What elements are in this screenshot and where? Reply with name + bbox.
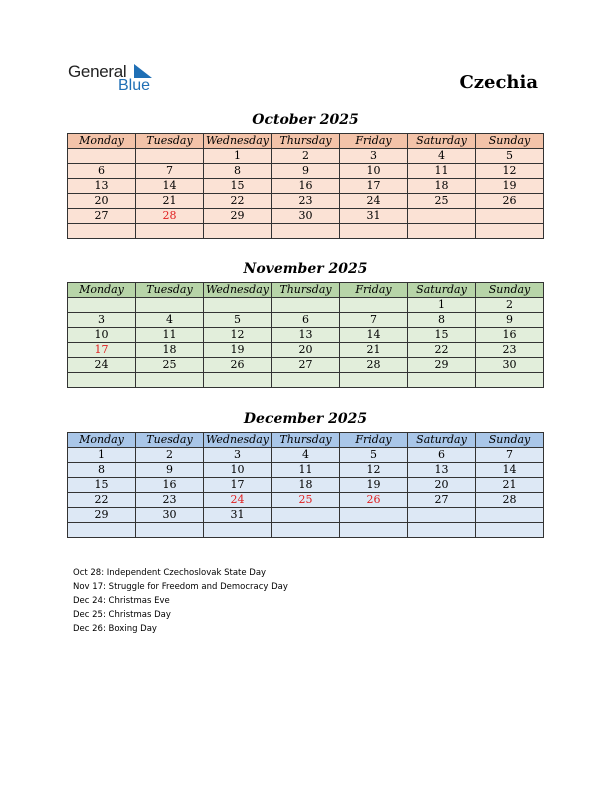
day-cell: 8 [408, 313, 476, 328]
day-cell [408, 523, 476, 538]
calendar-october [67, 133, 544, 239]
day-cell: 2 [136, 448, 204, 463]
holiday-item: Dec 26: Boxing Day [73, 624, 157, 634]
day-cell [272, 373, 340, 388]
day-cell [136, 373, 204, 388]
day-cell [476, 523, 544, 538]
day-cell: 14 [340, 328, 408, 343]
day-cell: 31 [204, 508, 272, 523]
weekday-header: Tuesday [136, 433, 204, 448]
day-cell: 3 [204, 448, 272, 463]
day-cell: 18 [408, 179, 476, 194]
weekday-header: Sunday [476, 134, 544, 149]
day-cell: 16 [272, 179, 340, 194]
week-row [68, 463, 544, 478]
day-cell: 23 [476, 343, 544, 358]
day-cell [340, 373, 408, 388]
day-cell: 25 [136, 358, 204, 373]
holiday-item: Oct 28: Independent Czechoslovak State Day [73, 568, 267, 578]
day-cell [204, 373, 272, 388]
holiday-item: Dec 24: Christmas Eve [73, 596, 170, 606]
week-row [68, 508, 544, 523]
week-row [68, 224, 544, 239]
day-cell [340, 224, 408, 239]
calendar-december [67, 432, 544, 538]
month-title-november: November 2025 [243, 261, 368, 277]
weekday-header: Saturday [408, 283, 476, 298]
day-cell: 14 [136, 179, 204, 194]
day-cell [136, 149, 204, 164]
day-cell: 4 [408, 149, 476, 164]
day-cell: 26 [204, 358, 272, 373]
day-cell: 7 [476, 448, 544, 463]
week-row [68, 179, 544, 194]
day-cell: 30 [476, 358, 544, 373]
day-cell: 9 [272, 164, 340, 179]
day-cell [340, 508, 408, 523]
week-row [68, 523, 544, 538]
day-cell: 19 [476, 179, 544, 194]
day-cell: 22 [68, 493, 136, 508]
day-cell [68, 523, 136, 538]
day-cell: 22 [204, 194, 272, 209]
week-row [68, 149, 544, 164]
weekday-header: Wednesday [204, 433, 272, 448]
day-cell: 20 [68, 194, 136, 209]
day-cell [68, 298, 136, 313]
day-cell [272, 298, 340, 313]
month-title-october: October 2025 [252, 112, 359, 128]
day-cell [476, 508, 544, 523]
day-cell: 7 [136, 164, 204, 179]
day-cell: 10 [340, 164, 408, 179]
day-cell: 3 [340, 149, 408, 164]
day-cell: 17 [68, 343, 136, 358]
day-cell: 5 [476, 149, 544, 164]
day-cell [68, 224, 136, 239]
day-cell [476, 224, 544, 239]
day-cell: 24 [68, 358, 136, 373]
day-cell: 28 [476, 493, 544, 508]
day-cell: 6 [272, 313, 340, 328]
day-cell [408, 224, 476, 239]
day-cell: 13 [68, 179, 136, 194]
day-cell [136, 298, 204, 313]
day-cell [340, 523, 408, 538]
weekday-header: Friday [340, 134, 408, 149]
day-cell [204, 224, 272, 239]
day-cell [476, 209, 544, 224]
logo-blue-text: Blue [118, 77, 151, 94]
day-cell [272, 523, 340, 538]
weekday-header: Wednesday [204, 134, 272, 149]
day-cell: 2 [476, 298, 544, 313]
week-row [68, 448, 544, 463]
day-cell: 15 [408, 328, 476, 343]
logo-general-text: General [68, 62, 127, 81]
week-row [68, 194, 544, 209]
day-cell: 11 [272, 463, 340, 478]
weekday-header: Friday [340, 433, 408, 448]
weekday-header: Saturday [408, 134, 476, 149]
day-cell: 1 [408, 298, 476, 313]
day-cell: 17 [340, 179, 408, 194]
day-cell: 30 [136, 508, 204, 523]
day-cell: 3 [68, 313, 136, 328]
day-cell: 10 [68, 328, 136, 343]
day-cell: 22 [408, 343, 476, 358]
weekday-header: Thursday [272, 134, 340, 149]
day-cell: 12 [340, 463, 408, 478]
week-row [68, 313, 544, 328]
day-cell: 25 [272, 493, 340, 508]
logo-triangle-icon [134, 64, 152, 78]
weekday-header: Monday [68, 134, 136, 149]
day-cell [408, 373, 476, 388]
day-cell: 11 [408, 164, 476, 179]
weekday-header: Wednesday [204, 283, 272, 298]
day-cell: 9 [136, 463, 204, 478]
day-cell [136, 224, 204, 239]
weekday-header: Monday [68, 433, 136, 448]
weekday-header: Friday [340, 283, 408, 298]
day-cell: 8 [68, 463, 136, 478]
day-cell: 1 [68, 448, 136, 463]
day-cell: 1 [204, 149, 272, 164]
day-cell: 26 [340, 493, 408, 508]
holiday-item: Nov 17: Struggle for Freedom and Democracy Day [73, 582, 288, 592]
day-cell [408, 209, 476, 224]
weekday-header: Thursday [272, 433, 340, 448]
day-cell: 23 [136, 493, 204, 508]
day-cell: 26 [476, 194, 544, 209]
day-cell: 17 [204, 478, 272, 493]
day-cell: 25 [408, 194, 476, 209]
day-cell: 28 [340, 358, 408, 373]
day-cell [340, 298, 408, 313]
day-cell: 16 [476, 328, 544, 343]
holiday-item: Dec 25: Christmas Day [73, 610, 171, 620]
day-cell: 11 [136, 328, 204, 343]
day-cell: 21 [136, 194, 204, 209]
weekday-header: Monday [68, 283, 136, 298]
day-cell: 8 [204, 164, 272, 179]
generalblue-logo [68, 62, 158, 96]
week-row [68, 358, 544, 373]
day-cell [204, 298, 272, 313]
day-cell: 20 [272, 343, 340, 358]
week-row [68, 164, 544, 179]
day-cell: 10 [204, 463, 272, 478]
day-cell: 24 [340, 194, 408, 209]
weekday-header: Sunday [476, 283, 544, 298]
day-cell: 24 [204, 493, 272, 508]
day-cell [272, 508, 340, 523]
day-cell: 28 [136, 209, 204, 224]
weekday-header: Tuesday [136, 283, 204, 298]
day-cell: 5 [204, 313, 272, 328]
country-title: Czechia [459, 72, 538, 93]
weekday-header: Tuesday [136, 134, 204, 149]
day-cell: 29 [204, 209, 272, 224]
day-cell: 12 [204, 328, 272, 343]
day-cell: 21 [340, 343, 408, 358]
day-cell [408, 508, 476, 523]
day-cell: 31 [340, 209, 408, 224]
day-cell: 13 [408, 463, 476, 478]
day-cell: 2 [272, 149, 340, 164]
day-cell: 29 [68, 508, 136, 523]
day-cell: 19 [340, 478, 408, 493]
week-row [68, 328, 544, 343]
week-row [68, 343, 544, 358]
day-cell: 18 [272, 478, 340, 493]
month-title-december: December 2025 [243, 411, 368, 427]
day-cell: 4 [272, 448, 340, 463]
holiday-list [73, 566, 288, 636]
day-cell: 7 [340, 313, 408, 328]
day-cell: 5 [340, 448, 408, 463]
day-cell: 18 [136, 343, 204, 358]
week-row [68, 493, 544, 508]
day-cell [204, 523, 272, 538]
day-cell [68, 373, 136, 388]
week-row [68, 478, 544, 493]
day-cell: 12 [476, 164, 544, 179]
weekday-header: Sunday [476, 433, 544, 448]
day-cell: 9 [476, 313, 544, 328]
day-cell: 23 [272, 194, 340, 209]
day-cell: 16 [136, 478, 204, 493]
week-row [68, 373, 544, 388]
day-cell [136, 523, 204, 538]
weekday-header-row [68, 134, 544, 149]
day-cell: 13 [272, 328, 340, 343]
weekday-header: Thursday [272, 283, 340, 298]
day-cell: 29 [408, 358, 476, 373]
day-cell: 20 [408, 478, 476, 493]
day-cell: 21 [476, 478, 544, 493]
calendar-november [67, 282, 544, 388]
day-cell [272, 224, 340, 239]
day-cell [476, 373, 544, 388]
day-cell: 14 [476, 463, 544, 478]
weekday-header: Saturday [408, 433, 476, 448]
day-cell: 6 [408, 448, 476, 463]
day-cell: 15 [68, 478, 136, 493]
weekday-header-row [68, 283, 544, 298]
day-cell: 4 [136, 313, 204, 328]
weekday-header-row [68, 433, 544, 448]
week-row [68, 209, 544, 224]
day-cell: 6 [68, 164, 136, 179]
day-cell [68, 149, 136, 164]
day-cell: 30 [272, 209, 340, 224]
day-cell: 19 [204, 343, 272, 358]
day-cell: 15 [204, 179, 272, 194]
day-cell: 27 [272, 358, 340, 373]
day-cell: 27 [408, 493, 476, 508]
week-row [68, 298, 544, 313]
day-cell: 27 [68, 209, 136, 224]
